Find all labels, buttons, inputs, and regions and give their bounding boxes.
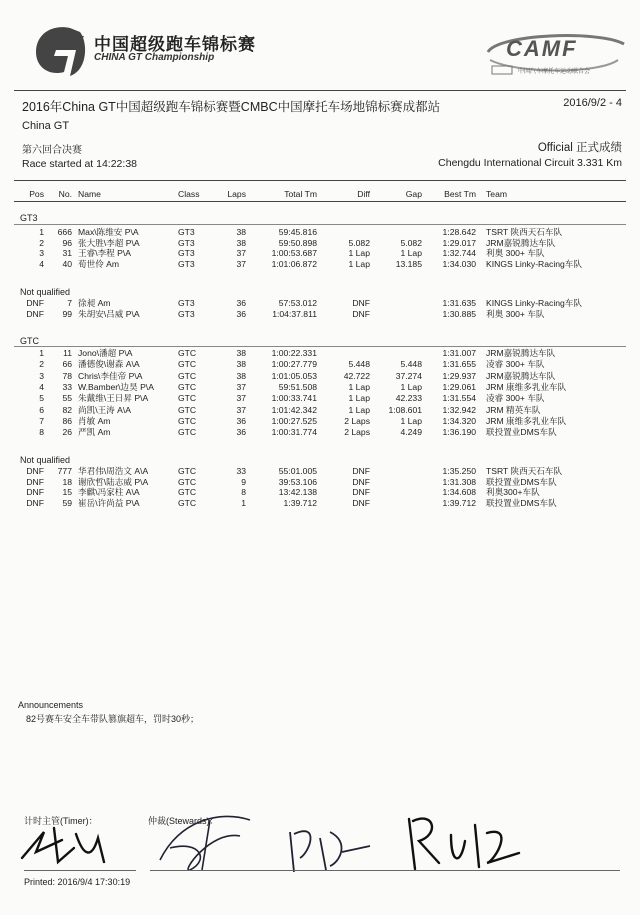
table-row bbox=[0, 498, 640, 508]
cell-diff: 2 Laps bbox=[344, 427, 370, 438]
cell-team: 联投置业DMS车队 bbox=[486, 427, 557, 438]
cell-best: 1:35.250 bbox=[442, 466, 476, 476]
table-row bbox=[0, 477, 640, 487]
cell-total: 13:42.138 bbox=[278, 487, 317, 497]
cell-no: 15 bbox=[62, 487, 72, 497]
cell-team: 凌睿 300+ 车队 bbox=[486, 359, 545, 370]
printed-timestamp: Printed: 2016/9/4 17:30:19 bbox=[24, 877, 131, 887]
cell-gap: 5.448 bbox=[400, 359, 422, 370]
table-row bbox=[0, 371, 640, 381]
event-date: 2016/9/2 - 4 bbox=[563, 97, 622, 109]
cell-team: 利奥 300+ 车队 bbox=[486, 248, 545, 258]
cell-gap: 1 Lap bbox=[400, 381, 422, 392]
cell-name: 尚凯\王涛 A\A bbox=[78, 404, 132, 415]
cell-class: GTC bbox=[178, 393, 197, 404]
cell-class: GT3 bbox=[178, 298, 195, 308]
cell-pos: 1 bbox=[39, 227, 44, 237]
table-row bbox=[0, 382, 640, 392]
cell-total: 1:01:06.872 bbox=[271, 258, 317, 269]
announcement-text: 82号赛车安全车带队篡旗超车，罚时30秒； bbox=[26, 714, 200, 724]
cell-total: 1:04:37.811 bbox=[272, 308, 317, 319]
cell-class: GT3 bbox=[178, 237, 195, 248]
cell-total: 1:00:31.774 bbox=[271, 427, 317, 438]
cell-diff: 5.448 bbox=[348, 359, 370, 370]
cell-class: GTC bbox=[178, 466, 197, 476]
cell-total: 1:39.712 bbox=[283, 497, 317, 508]
table-row bbox=[0, 298, 640, 308]
cell-pos: DNF bbox=[26, 298, 44, 308]
cell-laps: 33 bbox=[236, 466, 246, 476]
race-start-time: Race started at 14:22:38 bbox=[22, 158, 137, 170]
col-diff: Diff bbox=[357, 189, 370, 199]
camf-logo-subtext: 中国汽车摩托车运动联合会 bbox=[518, 69, 591, 75]
cell-laps: 38 bbox=[236, 237, 246, 248]
china-gt-logo-en: CHINA GT Championship bbox=[94, 52, 215, 63]
cell-name: 朱胡安\吕威 P\A bbox=[78, 308, 140, 319]
stewards-signature-line bbox=[150, 870, 620, 871]
cell-team: JRM嘉锐腾达车队 bbox=[486, 348, 556, 358]
cell-pos: 6 bbox=[39, 404, 44, 415]
cell-no: 40 bbox=[62, 258, 72, 269]
section-gtc-rule bbox=[14, 346, 626, 347]
cell-pos: 7 bbox=[39, 415, 44, 426]
cell-diff: DNF bbox=[352, 466, 370, 476]
col-name: Name bbox=[78, 189, 101, 199]
china-gt-logo-cn: 中国超级跑车锦标赛 bbox=[94, 35, 256, 55]
cell-no: 31 bbox=[62, 248, 72, 258]
cell-diff: 1 Lap bbox=[348, 381, 370, 392]
cell-no: 33 bbox=[62, 381, 72, 392]
cell-pos: 4 bbox=[39, 381, 44, 392]
cell-diff: 2 Laps bbox=[344, 415, 370, 426]
cell-name: 肖敏 Am bbox=[78, 415, 111, 426]
cell-best: 1:39.712 bbox=[442, 497, 476, 508]
event-title: 2016年China GT中国超级跑车锦标赛暨CMBC中国摩托车场地锦标赛成都站 bbox=[22, 100, 441, 114]
cell-class: GTC bbox=[178, 487, 197, 497]
cell-diff: 1 Lap bbox=[348, 404, 370, 415]
cell-class: GT3 bbox=[178, 308, 195, 319]
cell-best: 1:29.061 bbox=[442, 381, 476, 392]
cell-laps: 38 bbox=[236, 370, 246, 381]
cell-total: 59:45.816 bbox=[278, 227, 317, 237]
cell-best: 1:29.937 bbox=[442, 370, 476, 381]
cell-laps: 36 bbox=[236, 298, 246, 308]
cell-total: 1:00:27.525 bbox=[271, 415, 317, 426]
cell-no: 18 bbox=[62, 476, 72, 487]
cell-best: 1:32.942 bbox=[442, 404, 476, 415]
cell-laps: 37 bbox=[236, 404, 246, 415]
cell-team: JRM 康维多乳业车队 bbox=[486, 381, 567, 392]
cell-laps: 36 bbox=[236, 308, 246, 319]
cell-diff: DNF bbox=[352, 476, 370, 487]
cell-total: 1:01:42.342 bbox=[271, 404, 317, 415]
col-class: Class bbox=[178, 189, 200, 199]
official-label: Official 正式成绩 bbox=[537, 142, 622, 154]
table-row bbox=[0, 359, 640, 369]
cell-best: 1:28.642 bbox=[442, 227, 476, 237]
cell-laps: 37 bbox=[236, 393, 246, 404]
cell-name: 张大胜\李超 P\A bbox=[78, 237, 140, 248]
cell-no: 11 bbox=[63, 348, 72, 358]
cell-no: 78 bbox=[62, 370, 72, 381]
col-gap: Gap bbox=[405, 189, 422, 199]
cell-laps: 36 bbox=[236, 415, 246, 426]
section-gt3-not-qualified: Not qualified bbox=[20, 287, 71, 297]
cell-best: 1:34.608 bbox=[442, 487, 476, 497]
cell-no: 777 bbox=[57, 466, 72, 476]
col-no: No. bbox=[58, 189, 72, 199]
cell-diff: 1 Lap bbox=[348, 258, 370, 269]
cell-gap: 5.082 bbox=[400, 237, 422, 248]
cell-laps: 9 bbox=[241, 476, 246, 487]
section-gtc-not-qualified: Not qualified bbox=[20, 455, 71, 465]
cell-gap: 13.185 bbox=[395, 258, 422, 269]
table-row bbox=[0, 248, 640, 258]
cell-pos: 3 bbox=[39, 370, 44, 381]
cell-name: 荀世伶 Am bbox=[78, 258, 120, 269]
cell-team: 利奥300+车队 bbox=[486, 487, 540, 497]
cell-diff: 5.082 bbox=[348, 237, 370, 248]
table-row bbox=[0, 416, 640, 426]
cell-pos: 3 bbox=[39, 248, 44, 258]
cell-team: 利奥 300+ 车队 bbox=[486, 308, 545, 319]
cell-diff: DNF bbox=[352, 298, 370, 308]
cell-total: 39:53.106 bbox=[278, 476, 317, 487]
steward-signature-2 bbox=[270, 812, 380, 882]
table-row bbox=[0, 348, 640, 358]
table-header bbox=[0, 189, 640, 199]
cell-class: GTC bbox=[178, 370, 197, 381]
cell-name: 谢欣哲\陆志威 P\A bbox=[78, 476, 149, 487]
cell-total: 1:00:53.687 bbox=[271, 248, 317, 258]
china-gt-logo-icon bbox=[30, 22, 90, 80]
steward-signature-3 bbox=[395, 805, 535, 880]
cell-team: 凌睿 300+ 车队 bbox=[486, 393, 545, 404]
session-name: 第六回合决赛 bbox=[22, 145, 82, 156]
cell-name: 李麒\冯家柱 A\A bbox=[78, 487, 140, 497]
cell-no: 96 bbox=[62, 237, 72, 248]
cell-class: GTC bbox=[178, 415, 197, 426]
camf-logo bbox=[478, 30, 628, 80]
col-pos: Pos bbox=[29, 189, 44, 199]
cell-gap: 1 Lap bbox=[400, 415, 422, 426]
cell-name: 潘德俊\谢森 A\A bbox=[78, 359, 140, 370]
cell-best: 1:31.635 bbox=[442, 298, 476, 308]
table-row bbox=[0, 405, 640, 415]
col-total: Total Tm bbox=[284, 189, 317, 199]
cell-name: 徐昶 Am bbox=[78, 298, 111, 308]
section-gt3: GT3 bbox=[20, 213, 38, 223]
cell-class: GTC bbox=[178, 348, 197, 358]
cell-gap: 42.233 bbox=[395, 393, 422, 404]
circuit-name: Chengdu International Circuit 3.331 Km bbox=[438, 157, 622, 169]
cell-diff: 1 Lap bbox=[348, 393, 370, 404]
cell-laps: 37 bbox=[236, 248, 246, 258]
cell-no: 59 bbox=[62, 497, 72, 508]
table-top-rule bbox=[14, 180, 626, 181]
announcements-title: Announcements bbox=[18, 700, 84, 710]
cell-best: 1:29.017 bbox=[442, 237, 476, 248]
cell-best: 1:31.007 bbox=[442, 348, 476, 358]
table-row bbox=[0, 238, 640, 248]
timer-signature-line bbox=[24, 870, 136, 871]
cell-pos: 5 bbox=[39, 393, 44, 404]
section-gt3-rule bbox=[14, 224, 626, 225]
section-gtc: GTC bbox=[20, 336, 39, 346]
cell-name: 华君伟\周浩文 A\A bbox=[78, 466, 149, 476]
steward-signature-1 bbox=[150, 800, 260, 880]
cell-class: GTC bbox=[178, 359, 197, 370]
cell-pos: DNF bbox=[26, 487, 44, 497]
cell-pos: DNF bbox=[26, 497, 44, 508]
timer-label: 计时主管(Timer)： bbox=[24, 816, 98, 826]
china-gt-logo bbox=[30, 22, 260, 82]
cell-pos: 2 bbox=[39, 237, 44, 248]
cell-no: 86 bbox=[62, 415, 72, 426]
cell-no: 66 bbox=[62, 359, 72, 370]
cell-best: 1:32.744 bbox=[442, 248, 476, 258]
cell-total: 1:00:22.331 bbox=[271, 348, 317, 358]
cell-team: 联投置业DMS车队 bbox=[486, 476, 557, 487]
cell-laps: 38 bbox=[236, 227, 246, 237]
cell-team: JRM 精英车队 bbox=[486, 404, 541, 415]
cell-name: 王睿\李程 P\A bbox=[78, 248, 132, 258]
cell-total: 1:01:05.053 bbox=[271, 370, 317, 381]
cell-pos: DNF bbox=[26, 308, 44, 319]
table-row bbox=[0, 427, 640, 437]
table-row bbox=[0, 227, 640, 237]
cell-laps: 36 bbox=[236, 427, 246, 438]
cell-laps: 37 bbox=[236, 381, 246, 392]
cell-total: 59:51.508 bbox=[278, 381, 317, 392]
cell-pos: 2 bbox=[39, 359, 44, 370]
cell-diff: 1 Lap bbox=[348, 248, 370, 258]
cell-laps: 38 bbox=[236, 348, 246, 358]
cell-team: KINGS Linky-Racing车队 bbox=[486, 258, 582, 269]
cell-class: GTC bbox=[178, 497, 197, 508]
cell-class: GTC bbox=[178, 381, 197, 392]
cell-pos: 8 bbox=[39, 427, 44, 438]
table-row bbox=[0, 487, 640, 497]
cell-class: GTC bbox=[178, 427, 197, 438]
cell-gap: 1:08.601 bbox=[388, 404, 422, 415]
cell-name: Chris\李佳帝 P\A bbox=[78, 370, 143, 381]
cell-team: TSRT 陕西天石车队 bbox=[486, 227, 563, 237]
cell-best: 1:31.308 bbox=[442, 476, 476, 487]
cell-no: 82 bbox=[62, 404, 72, 415]
cell-class: GTC bbox=[178, 404, 197, 415]
series-name: China GT bbox=[22, 120, 70, 132]
cell-team: JRM 康维多乳业车队 bbox=[486, 415, 567, 426]
cell-gap: 1 Lap bbox=[400, 248, 422, 258]
cell-pos: 4 bbox=[39, 258, 44, 269]
cell-class: GTC bbox=[178, 476, 197, 487]
col-best: Best Tm bbox=[444, 189, 476, 199]
cell-class: GT3 bbox=[178, 258, 195, 269]
col-team: Team bbox=[486, 189, 508, 199]
cell-best: 1:31.655 bbox=[442, 359, 476, 370]
cell-diff: DNF bbox=[352, 308, 370, 319]
table-row bbox=[0, 466, 640, 476]
cell-laps: 38 bbox=[236, 359, 246, 370]
table-row bbox=[0, 393, 640, 403]
cell-class: GT3 bbox=[178, 248, 195, 258]
cell-total: 1:00:27.779 bbox=[271, 359, 317, 370]
cell-best: 1:31.554 bbox=[442, 393, 476, 404]
cell-total: 55:01.005 bbox=[278, 466, 317, 476]
cell-total: 1:00:33.741 bbox=[271, 393, 317, 404]
cell-name: Max\陈维安 P\A bbox=[78, 227, 139, 237]
camf-logo-text: CAMF bbox=[506, 36, 578, 61]
cell-pos: 1 bbox=[39, 348, 44, 358]
cell-team: JRM嘉锐腾达车队 bbox=[486, 237, 556, 248]
cell-diff: 42.722 bbox=[343, 370, 370, 381]
cell-name: Jono\潘超 P\A bbox=[78, 348, 133, 358]
cell-class: GT3 bbox=[178, 227, 195, 237]
cell-name: 严凯 Am bbox=[78, 427, 111, 438]
cell-laps: 1 bbox=[241, 497, 246, 508]
cell-best: 1:36.190 bbox=[442, 427, 476, 438]
cell-pos: DNF bbox=[26, 466, 44, 476]
cell-gap: 37.274 bbox=[395, 370, 422, 381]
cell-best: 1:34.030 bbox=[442, 258, 476, 269]
cell-pos: DNF bbox=[26, 476, 44, 487]
cell-total: 57:53.012 bbox=[278, 298, 317, 308]
cell-no: 7 bbox=[67, 298, 72, 308]
table-row bbox=[0, 259, 640, 269]
cell-team: JRM嘉锐腾达车队 bbox=[486, 370, 556, 381]
cell-no: 26 bbox=[62, 427, 72, 438]
table-row bbox=[0, 309, 640, 319]
cell-no: 666 bbox=[57, 227, 72, 237]
stewards-label: 仲裁(Stewards)： bbox=[148, 816, 219, 826]
cell-team: TSRT 陕西天石车队 bbox=[486, 466, 563, 476]
cell-team: KINGS Linky-Racing车队 bbox=[486, 298, 582, 308]
cell-laps: 8 bbox=[241, 487, 246, 497]
col-laps: Laps bbox=[227, 189, 246, 199]
cell-no: 55 bbox=[62, 393, 72, 404]
cell-best: 1:34.320 bbox=[442, 415, 476, 426]
cell-name: 朱戴维\王日昇 P\A bbox=[78, 393, 149, 404]
cell-diff: DNF bbox=[352, 497, 370, 508]
header-rule bbox=[14, 90, 626, 91]
header-bottom-rule bbox=[14, 201, 626, 202]
cell-name: 崔岳\许尚益 P\A bbox=[78, 497, 140, 508]
cell-team: 联投置业DMS车队 bbox=[486, 497, 557, 508]
cell-no: 99 bbox=[62, 308, 72, 319]
timer-signature bbox=[14, 818, 144, 874]
cell-gap: 4.249 bbox=[400, 427, 422, 438]
cell-laps: 37 bbox=[236, 258, 246, 269]
cell-name: W.Bamber\边昊 P\A bbox=[78, 381, 154, 392]
cell-diff: DNF bbox=[352, 487, 370, 497]
cell-total: 59:50.898 bbox=[278, 237, 317, 248]
cell-best: 1:30.885 bbox=[442, 308, 476, 319]
